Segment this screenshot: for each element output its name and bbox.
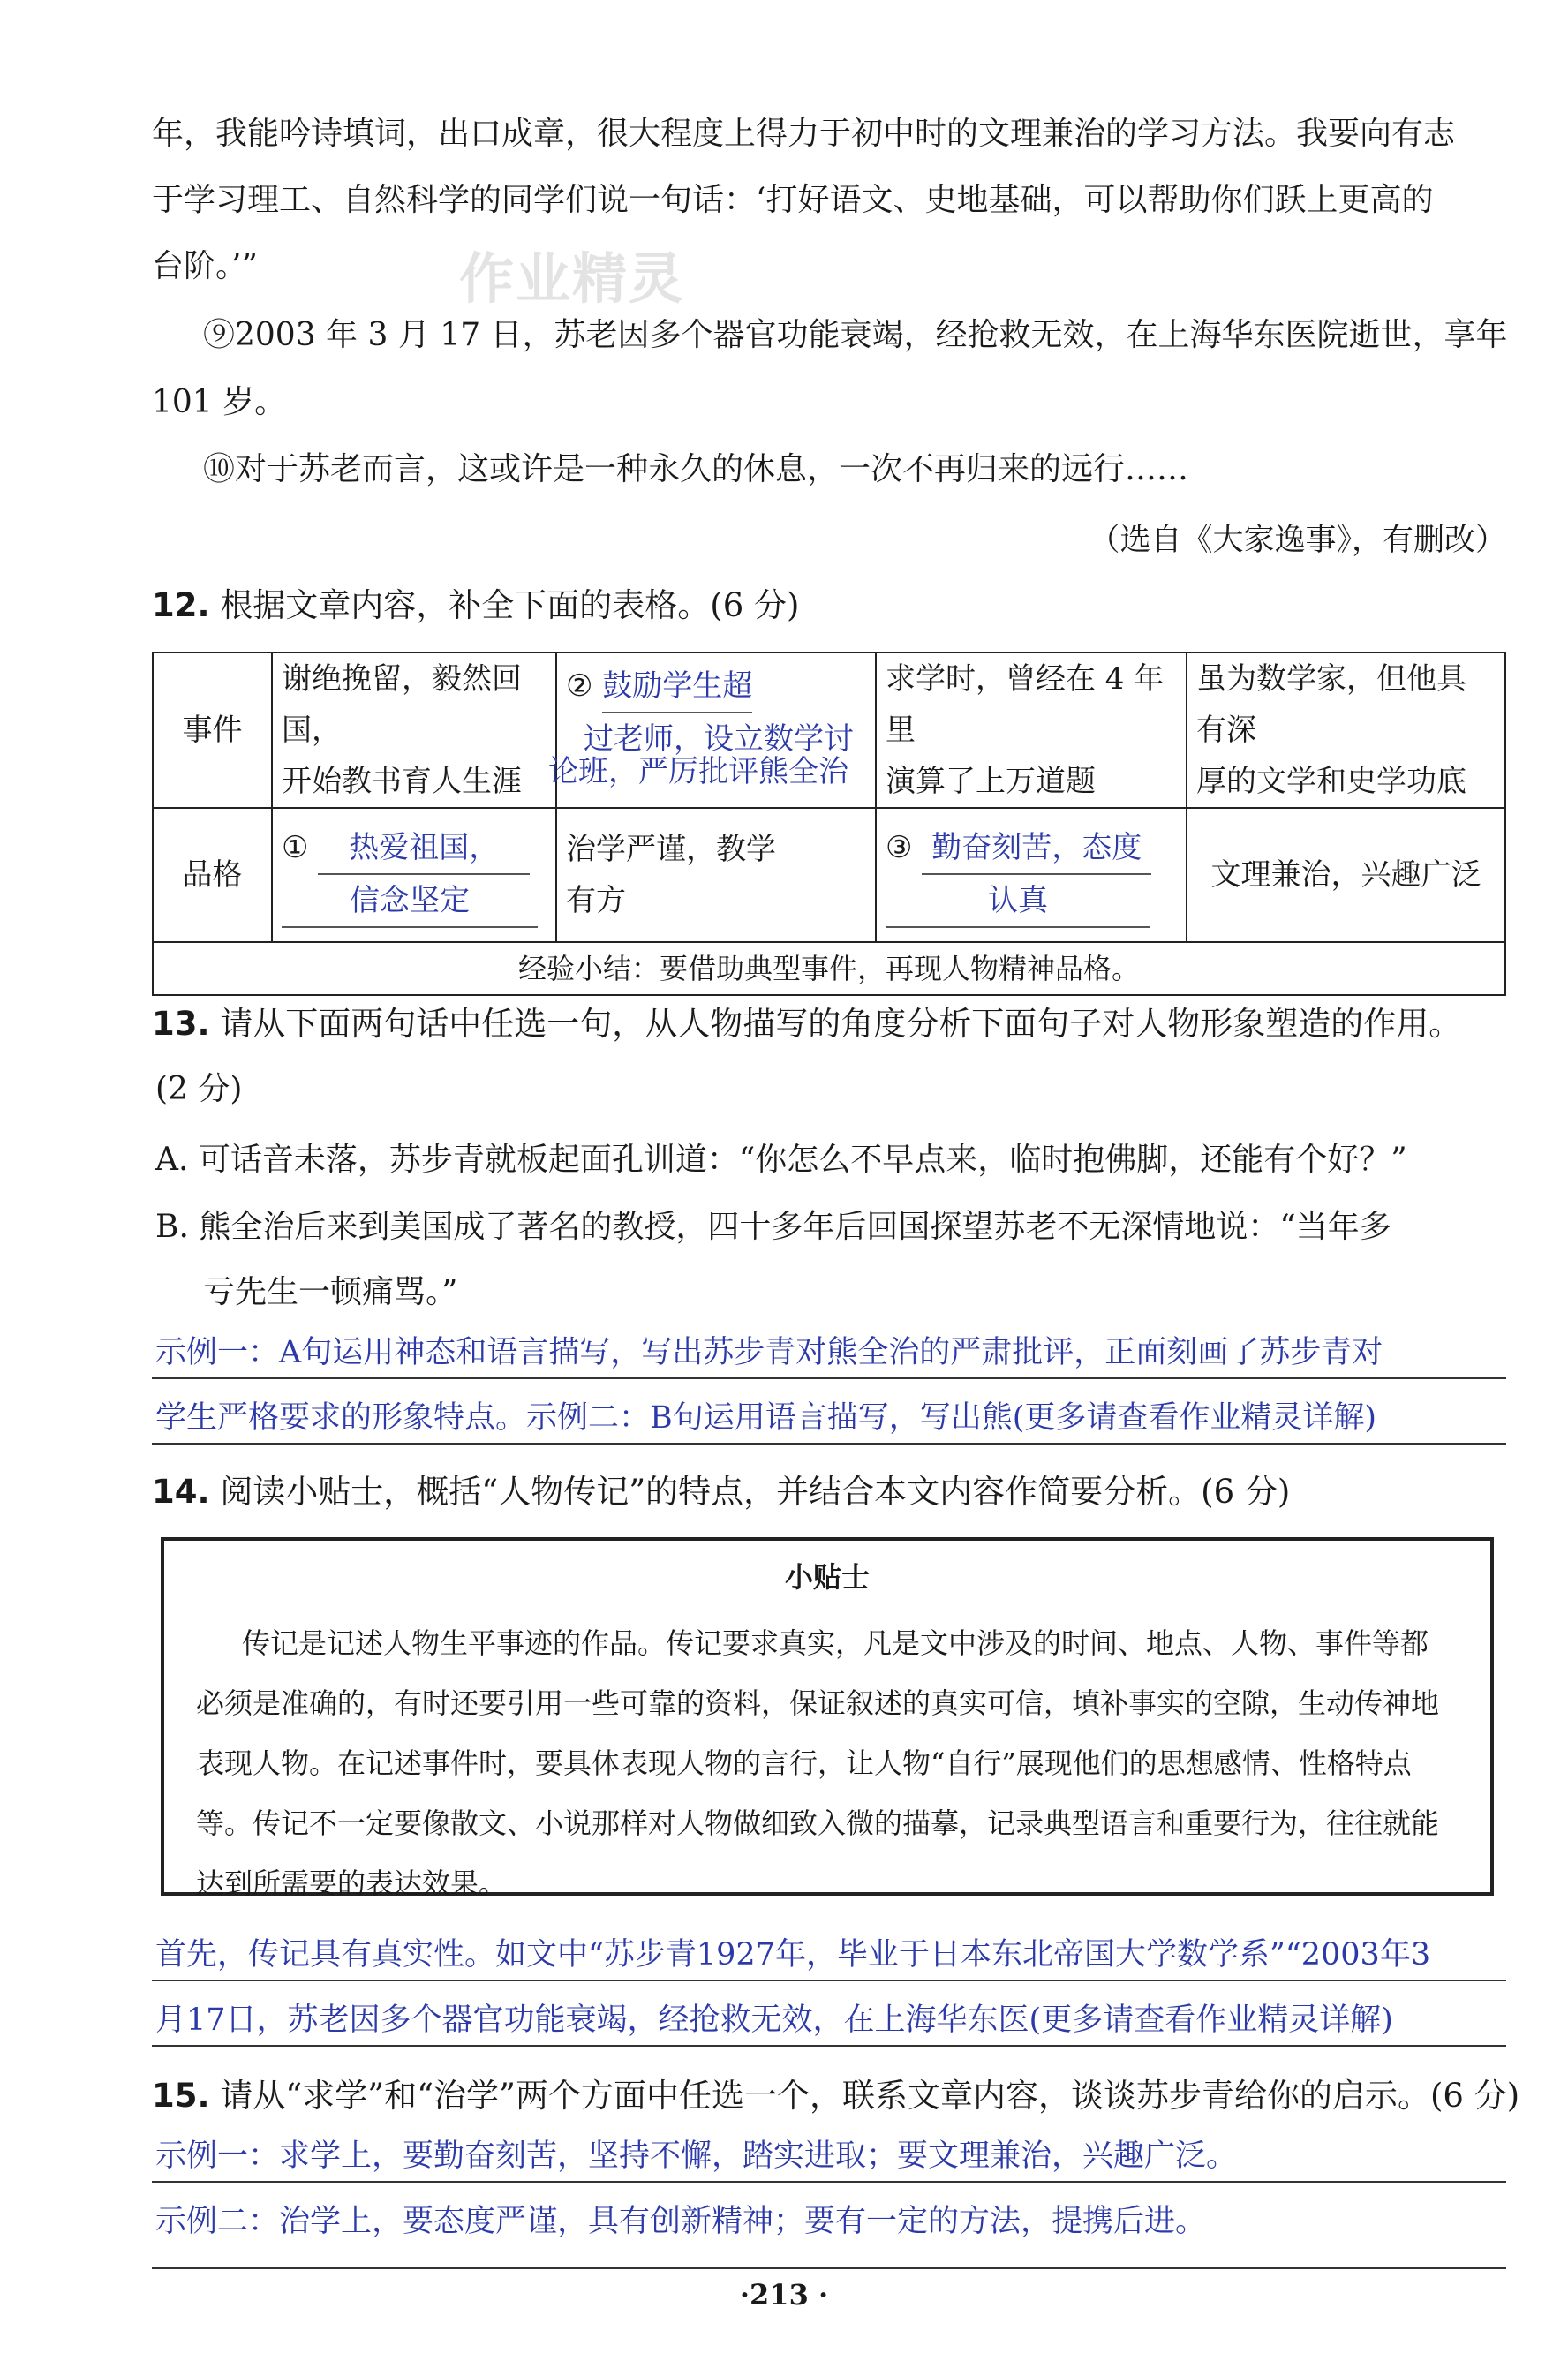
- paragraph-10: ⑩对于苏老而言，这或许是一种永久的休息，一次不再归来的远行……: [203, 451, 1189, 487]
- answer-line: 学生严格要求的形象特点。示例二：B句运用语言描写，写出熊(更多请查看作业精灵详解): [155, 1400, 1377, 1436]
- page-number: ·213 ·: [739, 2278, 829, 2312]
- option-b-cont: 亏先生一顿痛骂。”: [203, 1274, 458, 1310]
- question-14: [152, 1471, 1290, 1513]
- question-number: 13.: [152, 1005, 210, 1043]
- answer-blank: 认真: [886, 875, 1150, 928]
- question-number: 12.: [152, 586, 210, 624]
- row-header-trait: 品格: [153, 808, 272, 942]
- question-15: [152, 2075, 1519, 2117]
- option-b: B. 熊全治后来到美国成了著名的教授，四十多年后回国探望苏老不无深情地说：“当年多: [155, 1209, 1391, 1245]
- trait-cell-4: 文理兼治，兴趣广泛: [1187, 808, 1505, 942]
- answer-blank: 鼓励学生超: [602, 660, 752, 713]
- passage-line: 年，我能吟诗填词，出口成章，很大程度上得力于初中时的文理兼治的学习方法。我要向有志: [152, 116, 1456, 152]
- question-text: 请从“求学”和“治学”两个方面中任选一个，联系文章内容，谈谈苏步青给你的启示。(6 分): [220, 2077, 1520, 2115]
- option-a: A. 可话音未落，苏步青就板起面孔训道：“你怎么不早点来，临时抱佛脚，还能有个好？”: [155, 1142, 1407, 1178]
- answer-blank: 信念坚定: [282, 875, 538, 928]
- source-note: （选自《大家逸事》，有删改）: [1089, 523, 1506, 558]
- answer-line: 示例一：A句运用神态和语言描写，写出苏步青对熊全治的严肃批评，正面刻画了苏步青对: [155, 1335, 1383, 1370]
- answer-line: 示例一：求学上，要勤奋刻苦，坚持不懈，踏实进取；要文理兼治，兴趣广泛。: [155, 2138, 1238, 2174]
- question-12: [152, 585, 799, 627]
- passage-line: 台阶。’”: [152, 248, 258, 284]
- tip-box: [161, 1537, 1494, 1900]
- question-text: 阅读小贴士，概括“人物传记”的特点，并结合本文内容作简要分析。(6 分): [220, 1473, 1291, 1511]
- trait-cell-2: 治学严谨，教学 有方: [556, 808, 876, 942]
- answer-line: 首先，传记具有真实性。如文中“苏步青1927年，毕业于日本东北帝国大学数学系”“2003年3: [155, 1937, 1431, 1973]
- question-text: 根据文章内容，补全下面的表格。(6 分): [220, 586, 800, 624]
- passage-line: 于学习理工、自然科学的同学们说一句话：‘打好语文、史地基础，可以帮助你们跃上更高的: [152, 182, 1434, 218]
- row-header-event: 事件: [153, 652, 272, 808]
- watermark: 作业精灵: [459, 246, 686, 311]
- answer-blank: 热爱祖国，: [318, 822, 530, 875]
- question-number: 14.: [152, 1473, 210, 1511]
- tip-title: 小贴士: [784, 1560, 870, 1594]
- question-score: (2 分): [155, 1071, 243, 1107]
- event-cell-1: 谢绝挽留，毅然回国， 开始教书育人生涯: [272, 652, 556, 808]
- answer-line: 月17日，苏老因多个器官功能衰竭，经抢救无效，在上海华东医(更多请查看作业精灵详解): [155, 2003, 1393, 2038]
- trait-cell-1: ① 热爱祖国， 信念坚定: [272, 808, 556, 942]
- answer-blank: 勤奋刻苦，态度: [922, 822, 1151, 875]
- event-cell-2: ② 鼓励学生超 过老师，设立数学讨 论班，严厉批评熊全治: [556, 652, 876, 808]
- table-summary: 经验小结：要借助典型事件，再现人物精神品格。: [153, 942, 1505, 995]
- answer-line: 示例二：治学上，要态度严谨，具有创新精神；要有一定的方法，提携后进。: [155, 2204, 1207, 2239]
- event-cell-3: 求学时，曾经在 4 年里 演算了上万道题: [876, 652, 1187, 808]
- paragraph-9: ⑨2003 年 3 月 17 日，苏老因多个器官功能衰竭，经抢救无效，在上海华东医院逝世，享年: [203, 317, 1508, 353]
- tip-body: 传记是记述人物生平事迹的作品。传记要求真实，凡是文中涉及的时间、地点、人物、事件等都 必须是准确的，有时还要引用一些可靠的资料，保证叙述的真实可信，填补事实的空隙，生动传神地 表现人物。在记述事件时，要具体表现人物的言行，让人物“自行”展现他们的思想感情、性格特点 等。传记不一定要像散文、小说那样对人物做细致入微的描摹，记录典型语言和重要行为，往往就能 达到所需要的表达效果。: [196, 1626, 1440, 1900]
- event-trait-table: [152, 652, 1506, 996]
- event-cell-4: 虽为数学家，但他具有深 厚的文学和史学功底: [1187, 652, 1505, 808]
- question-text: 请从下面两句话中任选一句，从人物描写的角度分析下面句子对人物形象塑造的作用。: [220, 1005, 1462, 1043]
- question-number: 15.: [152, 2077, 210, 2115]
- paragraph-9-cont: 101 岁。: [152, 384, 287, 420]
- question-13: [152, 1003, 1461, 1045]
- trait-cell-3: ③ 勤奋刻苦，态度 认真: [876, 808, 1187, 942]
